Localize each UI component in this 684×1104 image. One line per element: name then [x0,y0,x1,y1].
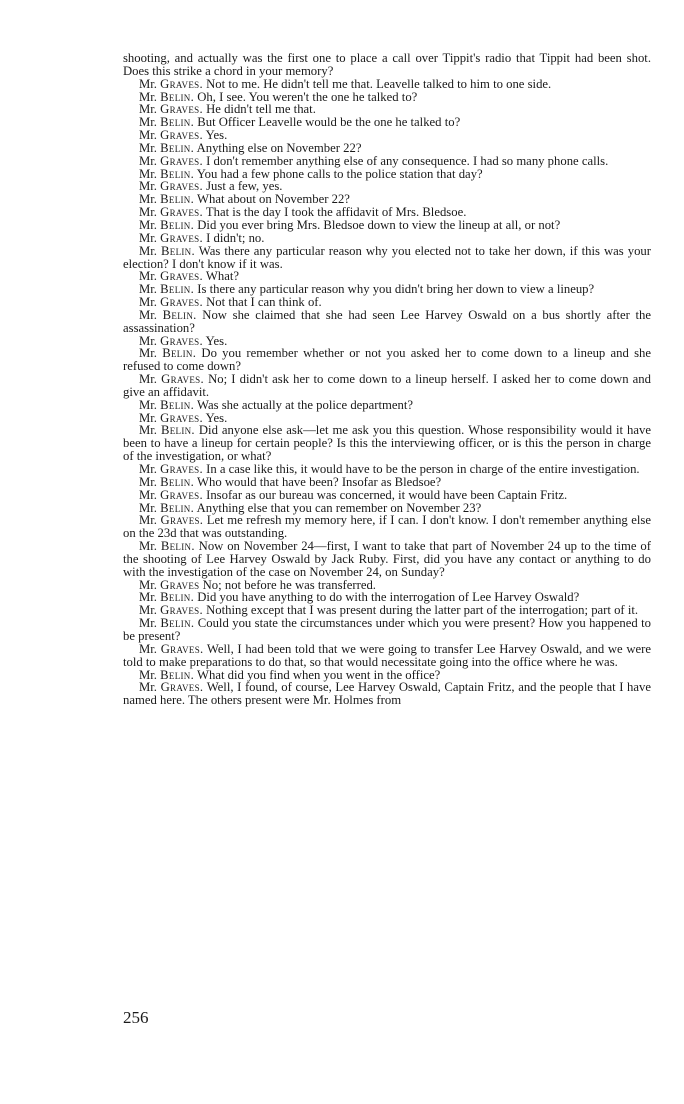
paragraph-text: Did you have anything to do with the interrogation of Lee Harvey Oswald? [194,590,580,605]
speaker-name: Graves. [160,487,203,502]
speaker-honorific: Mr. [139,462,157,476]
paragraph-text: Well, I had been told that we were going to transfer Lee Harvey Oswald, and we were told to make preparations to do that, so that would necessitate going into the office where he was. [123,641,652,669]
speaker-name: Graves. [160,102,203,117]
paragraph-text: Anything else that you can remember on November 23? [194,500,482,515]
speaker-name: Graves. [160,603,203,618]
transcript-body [123,52,651,707]
speaker-honorific: Mr. [139,76,157,91]
speaker-honorific: Mr. [139,166,157,181]
speaker-honorific: Mr. [139,513,157,528]
transcript-paragraph [123,681,651,707]
paragraph-text: Let me refresh my memory here, if I can. I don't know. I don't remember anything else on the 23d that was outstanding. [123,513,652,541]
speaker-name: Belin. [160,192,195,207]
speaker-name: Graves. [160,179,203,194]
speaker-honorific: Mr. [139,667,157,682]
paragraph-text: shooting, and actually was the first one to place a call over Tippit's radio that Tippit had been shot. Does this strike a chord in your memory? [123,51,651,78]
paragraph-text: But Officer Leavelle would be the one he talked to? [194,115,461,130]
speaker-honorific: Mr. [139,128,157,143]
speaker-name: Belin. [162,307,197,322]
speaker-name: Belin. [160,140,195,155]
speaker-honorific: Mr. [139,140,157,155]
paragraph-text: What? [202,269,239,284]
speaker-honorific: Mr. [139,205,157,220]
speaker-honorific: Mr. [139,680,157,695]
speaker-honorific: Mr. [139,577,157,592]
speaker-name: Graves [160,577,200,592]
speaker-honorific: Mr. [139,474,157,489]
paragraph-text: Do you remember whether or not you asked her to come down to a lineup and she refused to come down? [123,346,651,374]
speaker-name: Belin. [160,397,195,412]
speaker-honorific: Mr. [139,192,157,207]
speaker-honorific: Mr. [139,397,157,412]
speaker-honorific: Mr. [139,539,157,554]
speaker-name: Graves. [160,410,203,425]
paragraph-text: Who would that have been? Insofar as Bledsoe? [194,474,442,489]
paragraph-text: What about on November 22? [194,192,350,207]
transcript-paragraph [123,373,651,399]
speaker-name: Belin. [160,89,195,104]
speaker-name: Belin. [160,474,195,489]
paragraph-text: Now she claimed that she had seen Lee Harvey Oswald on a bus shortly after the assassination? [123,307,652,335]
paragraph-text: Not that I can think of. [202,295,322,310]
speaker-honorific: Mr. [139,269,157,284]
speaker-name: Graves. [160,680,204,695]
speaker-name: Graves. [160,295,203,310]
paragraph-text: That is the day I took the affidavit of Mrs. Bledsoe. [202,205,467,220]
speaker-honorific: Mr. [139,153,157,168]
speaker-honorific: Mr. [139,243,157,258]
speaker-name: Graves. [161,372,204,387]
transcript-paragraph [123,643,651,669]
paragraph-text: Could you state the circumstances under which you were present? How you happened to be present? [123,616,651,643]
paragraph-text: Insofar as our bureau was concerned, it would have been Captain Fritz. [202,487,568,502]
speaker-honorific: Mr. [139,346,157,361]
paragraph-text: No; I didn't ask her to come down to a lineup herself. I asked her to come down and give an affidavit. [123,372,651,399]
speaker-name: Belin. [160,166,195,181]
speaker-name: Graves. [160,76,203,91]
speaker-honorific: Mr. [139,616,157,631]
speaker-name: Belin. [160,500,195,515]
speaker-honorific: Mr. [139,217,157,232]
paragraph-text: Yes. [202,128,228,143]
paragraph-text: I didn't; no. [202,230,265,245]
paragraph-text: Anything else on November 22? [194,140,362,155]
speaker-honorific: Mr. [139,115,157,130]
paragraph-text: Yes. [202,333,228,348]
speaker-honorific: Mr. [139,372,157,387]
paragraph-text: Was there any particular reason why you elected not to take her down, if this was your election? I don't know if it was. [123,243,652,271]
speaker-honorific: Mr. [139,295,157,310]
speaker-name: Belin. [160,616,195,631]
paragraph-text: Is there any particular reason why you didn't bring her down to view a lineup? [194,282,595,297]
speaker-name: Belin. [160,590,195,605]
paragraph-text: Did anyone else ask—let me ask you this question. Whose responsibility would it have been to have a lineup for certain people? Is this the interviewing officer, or is this the person in charge of the investigation, or what? [123,423,651,464]
speaker-honorific: Mr. [139,423,157,438]
speaker-honorific: Mr. [139,590,157,605]
speaker-name: Belin. [160,423,195,438]
paragraph-text: You had a few phone calls to the police station that day? [194,166,483,181]
speaker-name: Graves. [160,205,203,220]
speaker-name: Belin. [162,346,197,361]
speaker-name: Belin. [160,217,195,232]
speaker-name: Graves. [160,462,203,476]
paragraph-text: No; not before he was transferred. [199,577,376,592]
paragraph-text: Oh, I see. You weren't the one he talked to? [194,89,418,104]
speaker-name: Belin. [161,243,195,258]
speaker-name: Graves. [160,333,203,348]
speaker-name: Belin. [160,539,195,554]
transcript-paragraph [123,540,651,579]
speaker-name: Graves. [160,513,204,528]
speaker-honorific: Mr. [139,410,157,425]
speaker-honorific: Mr. [139,641,157,656]
transcript-paragraph [123,52,651,78]
paragraph-text: He didn't tell me that. [202,102,316,117]
speaker-name: Belin. [160,282,195,297]
speaker-honorific: Mr. [139,89,157,104]
paragraph-text: Did you ever bring Mrs. Bledsoe down to view the lineup at all, or not? [194,217,561,232]
transcript-paragraph [123,514,651,540]
speaker-honorific: Mr. [139,230,157,245]
speaker-honorific: Mr. [139,500,157,515]
paragraph-text: What did you find when you went in the office? [194,667,441,682]
paragraph-text: Not to me. He didn't tell me that. Leavelle talked to him to one side. [202,76,552,91]
speaker-honorific: Mr. [139,487,157,502]
speaker-honorific: Mr. [139,282,157,297]
speaker-honorific: Mr. [139,179,157,194]
paragraph-text: I don't remember anything else of any consequence. I had so many phone calls. [202,153,609,168]
speaker-name: Graves. [160,153,203,168]
paragraph-text: Nothing except that I was present during the latter part of the interrogation; part of it. [202,603,639,618]
transcript-paragraph [123,347,651,373]
speaker-name: Belin. [160,115,195,130]
paragraph-text: Was she actually at the police department? [194,397,414,412]
paragraph-text: Yes. [202,410,228,425]
speaker-name: Graves. [160,269,203,284]
speaker-honorific: Mr. [139,307,157,322]
speaker-honorific: Mr. [139,333,157,348]
transcript-paragraph [123,617,651,643]
speaker-name: Graves. [160,230,203,245]
speaker-honorific: Mr. [139,603,157,618]
speaker-honorific: Mr. [139,102,157,117]
paragraph-text: Now on November 24—first, I want to take that part of November 24 up to the time of the shooting of Lee Harvey Oswald by Jack Ruby. First, did you have any contact or anything to do with the investigation of the case on November 24, on Sunday? [123,539,651,579]
transcript-paragraph [123,309,651,335]
paragraph-text: Well, I found, of course, Lee Harvey Oswald, Captain Fritz, and the people that I have named here. The others present were Mr. Holmes from [123,680,651,708]
speaker-name: Belin. [160,667,195,682]
transcript-paragraph [123,424,651,463]
paragraph-text: In a case like this, it would have to be the person in charge of the entire investigation. [202,462,640,476]
paragraph-text: Just a few, yes. [202,179,283,194]
page-number: 256 [123,1008,149,1027]
transcript-paragraph [123,245,651,271]
speaker-name: Graves. [160,128,203,143]
speaker-name: Graves. [160,641,204,656]
